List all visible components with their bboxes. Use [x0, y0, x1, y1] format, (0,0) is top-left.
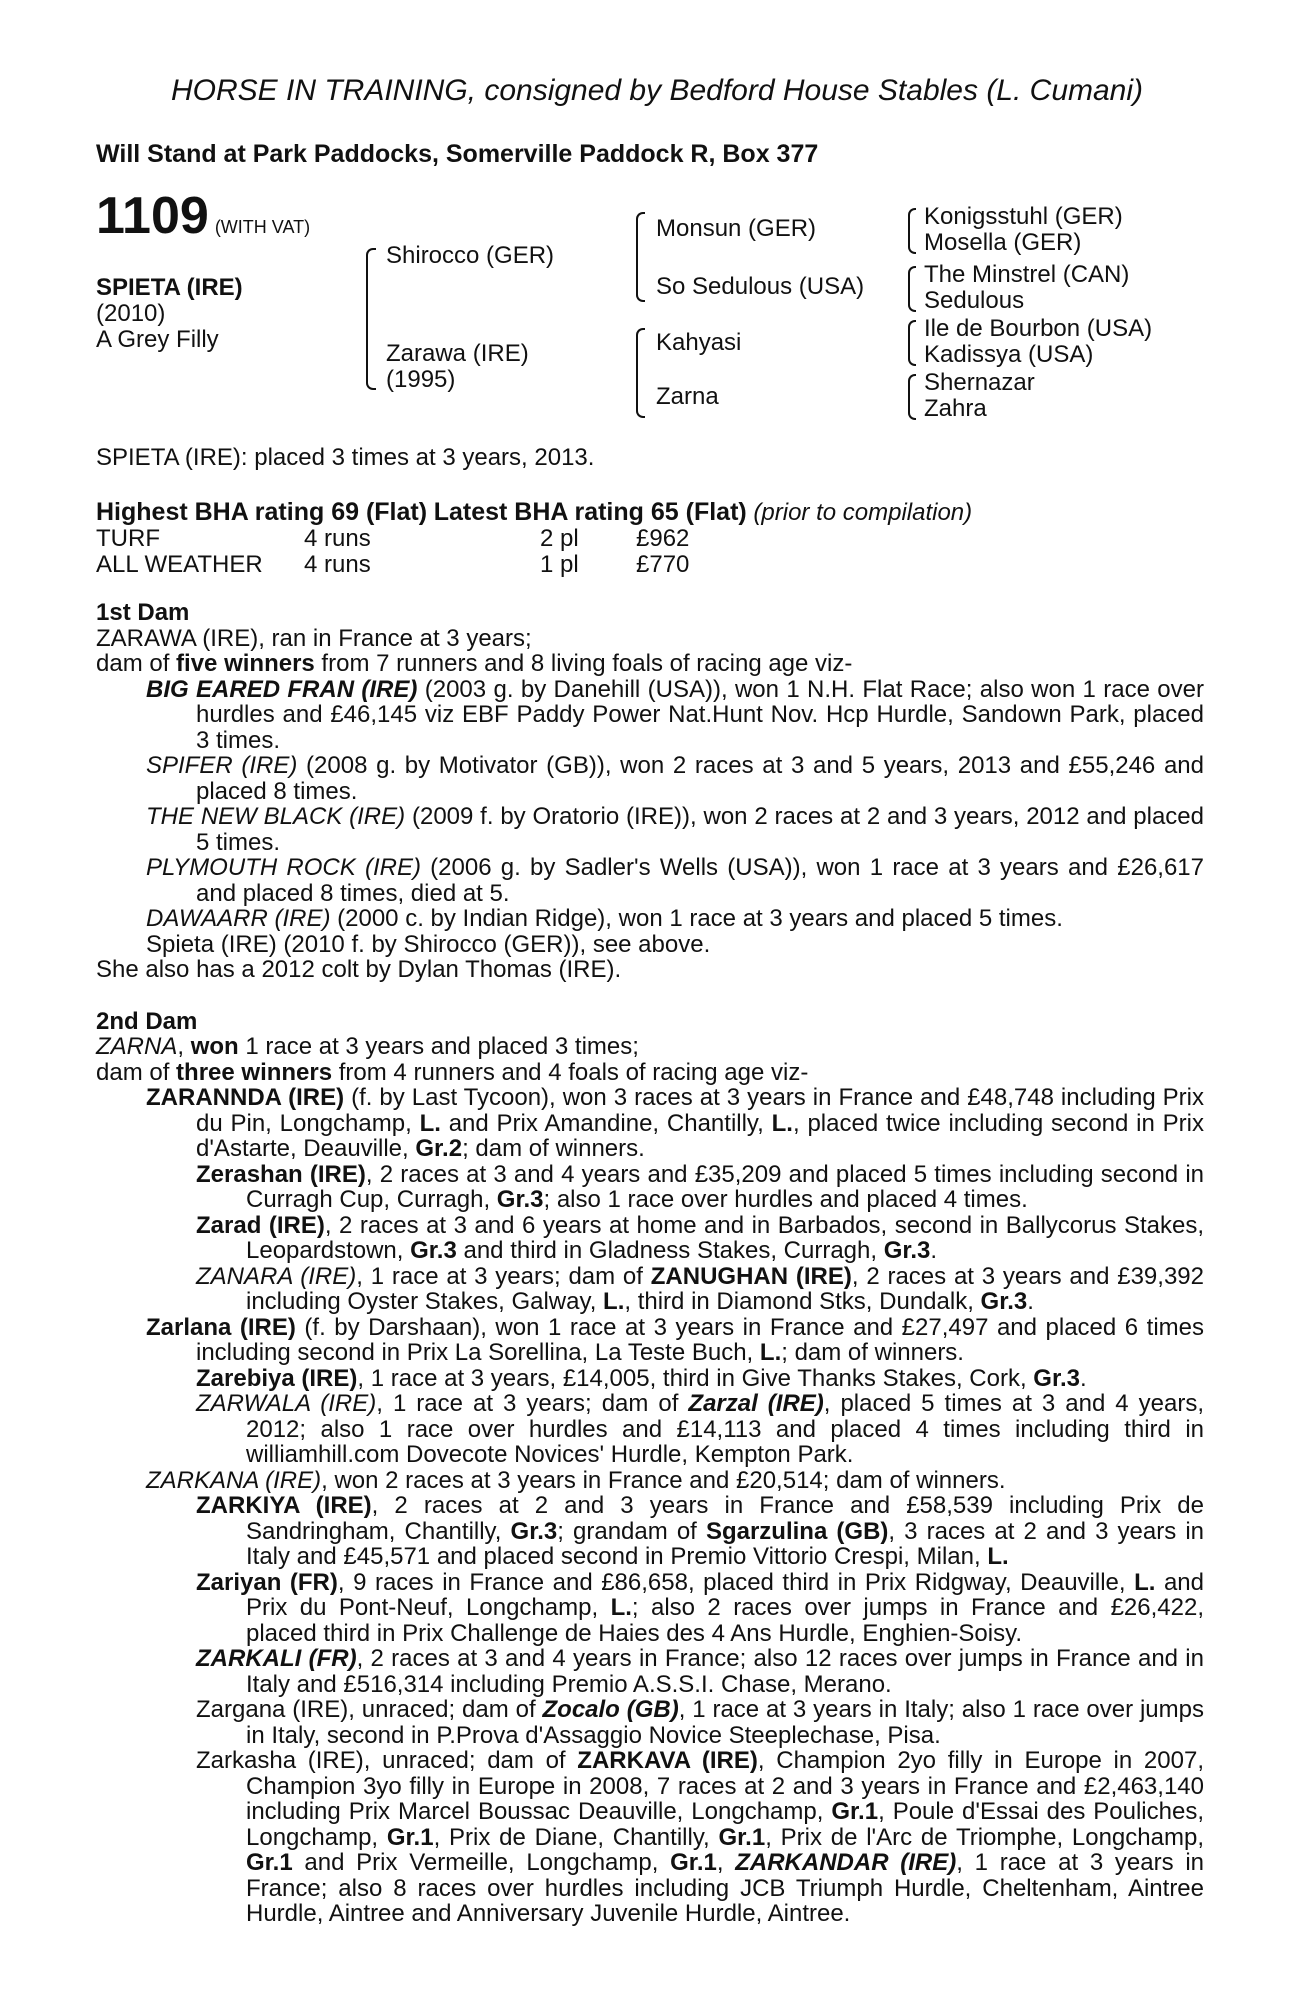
t: , 1 race at 3 years, £14,005, third in Give Thanks Stakes, Cork,: [357, 1364, 1034, 1392]
produce-name: ZANUGHAN (IRE): [650, 1262, 852, 1290]
produce-name: ZANARA (IRE): [196, 1262, 357, 1290]
first-dam-line: ZARAWA (IRE), ran in France at 3 years;: [96, 624, 532, 652]
produce-name: Zarkasha (IRE): [196, 1747, 364, 1774]
t: ; grandam of: [557, 1517, 706, 1545]
produce-name: ZARKALI (FR): [196, 1645, 357, 1672]
produce-entry: [96, 906, 1204, 932]
group: Gr.2: [415, 1135, 463, 1162]
dam-dam: Zarna: [656, 383, 719, 410]
grandparent-3: The Minstrel (CAN): [924, 261, 1130, 288]
record-prize: £962: [636, 525, 690, 552]
produce-entry-zarlana: [96, 1315, 1204, 1366]
highest-rating: Highest BHA rating 69 (Flat): [96, 498, 428, 526]
t: .: [1027, 1288, 1034, 1315]
listed: L.: [1134, 1568, 1156, 1596]
t: , 2 races at 3 and 6 years at home and in Barbados, second in Ballycorus Stakes, Leopardstown,: [246, 1211, 1205, 1264]
group: Gr.1: [718, 1823, 766, 1851]
sire-dam-brace: [366, 248, 376, 390]
produce-name: Zocalo (GB): [542, 1696, 679, 1723]
dam-year: (1995): [386, 366, 456, 393]
record-runs: 4 runs: [304, 525, 371, 552]
race-record: [96, 526, 689, 577]
produce-name: BIG EARED FRAN (IRE): [146, 675, 418, 703]
group: Gr.3: [980, 1288, 1028, 1315]
text: 1 race at 3 years and placed 3 times;: [238, 1033, 639, 1060]
produce-entry-zerashan: [96, 1162, 1204, 1213]
produce-name: Zargana (IRE): [196, 1696, 349, 1723]
won-word: won: [190, 1033, 239, 1060]
t: , 9 races in France and £86,658, placed third in Prix Ridgway, Deauville,: [337, 1568, 1135, 1596]
grandparent-2: Mosella (GER): [924, 229, 1082, 256]
produce-name: Zarad (IRE): [196, 1211, 325, 1239]
t: ; also 1 race over hurdles and placed 4 times.: [543, 1186, 1028, 1213]
grandparent-4: Sedulous: [924, 287, 1025, 314]
t: (f. by Last Tycoon), won 3 races at 3 years in France and £48,748 including Prix du Pin, Longchamp,: [196, 1084, 1204, 1137]
produce-name: Zerashan (IRE): [196, 1160, 366, 1188]
produce-entry-zarkasha: [96, 1748, 1204, 1927]
group: Gr.3: [510, 1517, 558, 1545]
t: , 1 race at 3 years; dam of: [376, 1390, 689, 1417]
listed: L.: [759, 1339, 782, 1366]
second-dam-produce-line: [96, 1060, 1204, 1086]
text: dam of: [96, 1058, 177, 1086]
produce-name: Zarzal (IRE): [688, 1390, 824, 1417]
rating-note: (prior to compilation): [753, 499, 973, 526]
sire: Shirocco (GER): [386, 242, 555, 269]
produce-text: (2010 f. by Shirocco (GER)), see above.: [276, 930, 711, 958]
t: ; also 2 races over jumps in France and £26,422, placed third in Prix Challenge de Haies des 4 Ans Hurdle, Enghien-Soisy.: [246, 1594, 1204, 1647]
listed: L.: [771, 1109, 793, 1137]
listed: L.: [603, 1288, 625, 1315]
record-row-all-weather: [96, 552, 689, 578]
t: .: [930, 1237, 938, 1264]
lot-number: 1109: [96, 187, 209, 245]
produce-name: ZARANNDA (IRE): [146, 1084, 345, 1111]
t: , 1 race at 3 years in Italy; also 1 race over jumps in Italy, second in P.Prova d'Assaggio Novice Steeplechase, Pisa.: [246, 1696, 1204, 1749]
produce-entry-zarannda: [96, 1085, 1204, 1162]
first-dam-closing: She also has a 2012 colt by Dylan Thomas (IRE).: [96, 956, 622, 983]
t: , Poule d'Essai des Pouliches, Longchamp,: [246, 1798, 1205, 1851]
g-brace-2: [908, 266, 916, 312]
text: from 7 runners and 8 living foals of racing age viz-: [314, 650, 853, 677]
horse-description: A Grey Filly: [96, 326, 219, 353]
grandparent-1: Konigsstuhl (GER): [924, 203, 1123, 230]
t: ,: [716, 1849, 736, 1876]
second-dam-heading: 2nd Dam: [96, 1007, 198, 1035]
produce-entry-zarad: [96, 1213, 1204, 1264]
group: Gr.3: [883, 1237, 931, 1264]
t: , placed 5 times at 3 and 4 years, 2012; also 1 race over hurdles and £14,113 and placed 4 times including third in williamhill.com Dovecote Novices' Hurdle, Kempton Park.: [246, 1390, 1204, 1468]
horse-name: SPIETA (IRE): [96, 274, 243, 301]
stand-location: Will Stand at Park Paddocks, Somerville Paddock R, Box 377: [96, 140, 819, 168]
record-row-turf: [96, 526, 689, 552]
produce-name: PLYMOUTH ROCK (IRE): [146, 854, 421, 881]
t: , third in Diamond Stks, Dundalk,: [624, 1288, 981, 1315]
produce-entry-zanara: [96, 1264, 1204, 1315]
produce-text: (2000 c. by Indian Ridge), won 1 race at 3 years and placed 5 times.: [330, 905, 1063, 932]
produce-entry: [96, 753, 1204, 804]
t: , Champion 2yo filly in Europe in 2007, Champion 3yo filly in Europe in 2008, 7 races at 2 and 3 years in France and £2,463,140 including Prix Marcel Boussac Deauville, Longchamp,: [246, 1747, 1204, 1825]
t: and third in Gladness Stakes, Curragh,: [456, 1237, 884, 1264]
listed: L.: [610, 1594, 632, 1621]
produce-entry-zargana: [96, 1697, 1204, 1748]
produce-name: Zarlana (IRE): [146, 1313, 296, 1341]
produce-text: (2006 g. by Sadler's Wells (USA)), won 1 race at 3 years and £26,617 and placed 8 times, died at 5.: [196, 854, 1204, 907]
produce-name: THE NEW BLACK (IRE): [146, 803, 406, 830]
produce-entry: [96, 855, 1204, 906]
produce-entry: [96, 804, 1204, 855]
produce-entry: [96, 932, 1204, 958]
group: Gr.3: [410, 1237, 457, 1264]
produce-name: Zarebiya (IRE): [196, 1364, 358, 1392]
first-dam-produce-line: [96, 651, 1204, 677]
g-brace-1: [908, 208, 916, 254]
group: Gr.1: [831, 1798, 879, 1825]
record-placed: 1 pl: [540, 550, 579, 578]
t: , placed twice including second in Prix d'Astarte, Deauville,: [196, 1109, 1205, 1162]
sire-parents-brace: [636, 212, 645, 302]
grandparent-5: Ile de Bourbon (USA): [924, 315, 1153, 342]
t: , 1 race at 3 years in France; also 8 races over hurdles including JCB Triumph Hurdle, Cheltenham, Aintree Hurdle, Aintree and Anniversary Juvenile Hurdle, Aintree.: [246, 1849, 1204, 1927]
sire-dam: So Sedulous (USA): [656, 273, 865, 300]
sire-sire: Monsun (GER): [656, 215, 817, 242]
g-brace-4: [908, 374, 916, 420]
t: , won 2 races at 3 years in France and £20,514; dam of winners.: [321, 1466, 1006, 1494]
produce-text: (2008 g. by Motivator (GB)), won 2 races at 3 and 5 years, 2013 and £55,246 and placed 8 times.: [196, 752, 1204, 805]
grandparent-6: Kadissya (USA): [924, 341, 1094, 368]
grandparent-7: Shernazar: [924, 369, 1035, 396]
produce-name: ZARKIYA (IRE): [196, 1492, 372, 1519]
t: , 2 races at 3 years and £39,392 including Oyster Stakes, Galway,: [246, 1262, 1204, 1315]
t: , Prix de l'Arc de Triomphe, Longchamp,: [765, 1823, 1204, 1851]
produce-entry-zarkali: [96, 1646, 1204, 1697]
racing-summary: SPIETA (IRE): placed 3 times at 3 years, 2013.: [96, 444, 595, 471]
produce-entry: [96, 677, 1204, 754]
t: , 2 races at 2 and 3 years in France and £58,539 including Prix de Sandringham, Chantilly,: [246, 1492, 1204, 1545]
produce-entry-zarebiya: [96, 1366, 1204, 1392]
lot-block: [96, 187, 311, 245]
produce-name: Spieta (IRE): [146, 930, 277, 958]
produce-entry-zarkiya: [96, 1493, 1204, 1570]
horse-year: (2010): [96, 300, 166, 327]
t: ; dam of winners.: [781, 1339, 964, 1366]
t: .: [1079, 1364, 1087, 1392]
record-surface: ALL WEATHER: [96, 550, 263, 578]
winners-count: five winners: [176, 650, 315, 677]
group: Gr.3: [496, 1186, 544, 1213]
dam-sire: Kahyasi: [656, 329, 742, 356]
g-brace-3: [908, 320, 916, 366]
t: and Prix Amandine, Chantilly,: [440, 1109, 772, 1137]
produce-name: Sgarzulina (GB): [705, 1517, 889, 1545]
t: , unraced; dam of: [348, 1696, 543, 1723]
produce-entry-zarkana: [96, 1468, 1204, 1494]
t: ; dam of winners.: [462, 1135, 645, 1162]
t: and Prix du Pont-Neuf, Longchamp,: [246, 1568, 1204, 1621]
latest-rating: Latest BHA rating 65 (Flat): [433, 498, 747, 526]
grandparent-8: Zahra: [924, 395, 987, 422]
t: (f. by Darshaan), won 1 race at 3 years in France and £27,497 and placed 6 times including second in Prix La Sorellina, La Teste Buch,: [196, 1313, 1204, 1366]
record-placed: 2 pl: [540, 525, 579, 552]
t: , 2 races at 3 and 4 years and £35,209 and placed 5 times including second in Curragh Cup, Curragh,: [246, 1160, 1204, 1213]
produce-name: ZARKANA (IRE): [146, 1466, 322, 1494]
produce-name: Zariyan (FR): [196, 1568, 338, 1596]
family-body: [96, 600, 1204, 1927]
record-surface: TURF: [96, 525, 160, 552]
t: , Prix de Diane, Chantilly,: [433, 1823, 719, 1851]
t: and Prix Vermeille, Longchamp,: [292, 1849, 671, 1876]
produce-name: ZARWALA (IRE): [196, 1390, 377, 1417]
dam-name: ZARNA: [96, 1033, 178, 1060]
produce-entry-zarwala: [96, 1391, 1204, 1468]
produce-entry-zariyan: [96, 1570, 1204, 1647]
group: Gr.1: [670, 1849, 717, 1876]
t: , 3 races at 2 and 3 years in Italy and £45,571 and placed second in Premio Vittorio Crespi, Milan,: [246, 1517, 1205, 1570]
produce-name: SPIFER (IRE): [146, 752, 298, 779]
record-prize: £770: [636, 550, 690, 578]
t: , 2 races at 3 and 4 years in France; also 12 races over jumps in France and in Italy and £516,314 including Premio A.S.S.I. Chase, Merano.: [246, 1645, 1204, 1698]
rating-line: [96, 500, 972, 526]
group: Gr.1: [386, 1823, 434, 1851]
produce-name: DAWAARR (IRE): [146, 905, 331, 932]
group: Gr.1: [246, 1849, 293, 1876]
listed: L.: [419, 1109, 441, 1137]
dam: Zarawa (IRE): [386, 340, 529, 367]
t: , 1 race at 3 years; dam of: [356, 1262, 651, 1290]
first-dam-heading: 1st Dam: [96, 599, 190, 626]
record-runs: 4 runs: [304, 550, 371, 578]
listed: L.: [987, 1543, 1009, 1570]
vat-note: (WITH VAT): [214, 217, 311, 237]
catalogue-header: HORSE IN TRAINING, consigned by Bedford House Stables (L. Cumani): [170, 74, 1144, 107]
t: , unraced; dam of: [363, 1747, 578, 1774]
second-dam-line: [96, 1034, 1204, 1060]
dam-parents-brace: [636, 328, 645, 418]
produce-name: ZARKANDAR (IRE): [735, 1849, 957, 1876]
text: ,: [177, 1033, 191, 1060]
produce-name: ZARKAVA (IRE): [577, 1747, 758, 1774]
produce-text: (2009 f. by Oratorio (IRE)), won 2 races at 2 and 3 years, 2012 and placed 5 times.: [196, 803, 1204, 856]
text: dam of: [96, 650, 177, 677]
text: from 4 runners and 4 foals of racing age viz-: [332, 1058, 809, 1086]
winners-count: three winners: [176, 1058, 333, 1086]
produce-text: (2003 g. by Danehill (USA)), won 1 N.H. Flat Race; also won 1 race over hurdles and £46,145 viz EBF Paddy Power Nat.Hunt Nov. Hcp Hurdle, Sandown Park, placed 3 times.: [196, 675, 1204, 754]
group: Gr.3: [1033, 1364, 1080, 1392]
